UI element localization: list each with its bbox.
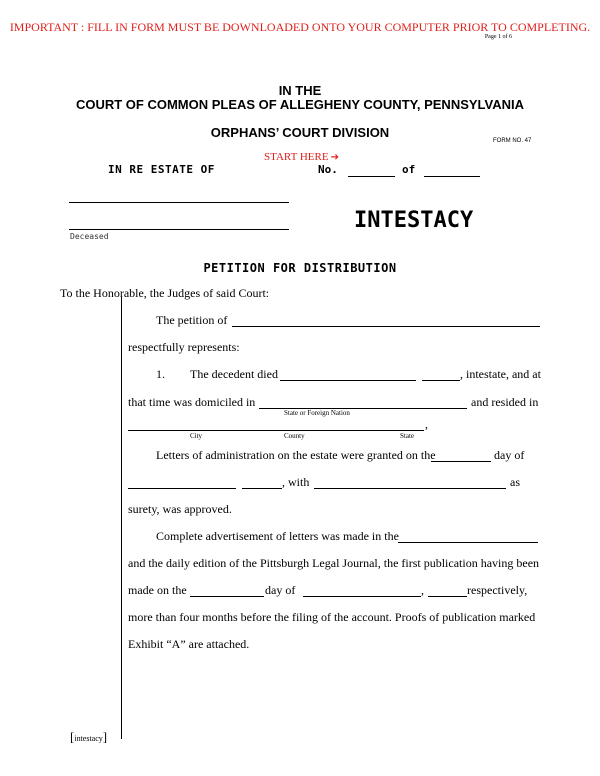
advertisement-label: Complete advertisement of letters was made in the xyxy=(156,529,399,543)
publication-year-field[interactable] xyxy=(428,596,467,597)
state-caption: State xyxy=(400,432,414,440)
court-division: ORPHANS’ COURT DIVISION xyxy=(210,125,390,140)
bracket-left: [ xyxy=(70,729,75,744)
decedent-died-label: The decedent died xyxy=(190,367,278,381)
form-tag-label: intestacy xyxy=(74,734,103,743)
court-header-line1: IN THE xyxy=(278,83,322,98)
case-number-row xyxy=(318,163,338,176)
page-number: Page 1 of 6 xyxy=(484,34,512,40)
right-arrow-icon: ➔ xyxy=(330,152,339,163)
respectively-label: respectively, xyxy=(467,583,528,597)
case-year-field[interactable] xyxy=(424,176,480,177)
newspaper-field[interactable] xyxy=(398,542,538,543)
of-label: of xyxy=(402,163,416,176)
county-caption: County xyxy=(284,432,305,440)
with-label: , with xyxy=(282,475,310,489)
salutation: To the Honorable, the Judges of said Court: xyxy=(60,286,270,300)
publication-day-field[interactable] xyxy=(190,596,264,597)
date-of-death-field[interactable] xyxy=(280,380,416,381)
residence-comma: , xyxy=(425,417,428,431)
form-number: FORM NO. 47 xyxy=(493,138,532,144)
form-title: INTESTACY xyxy=(354,208,474,233)
made-on-label: made on the xyxy=(128,583,187,597)
state-or-nation-caption: State or Foreign Nation xyxy=(284,409,350,417)
start-here-marker xyxy=(264,151,339,163)
as-label: as xyxy=(510,475,520,489)
petitioner-name-field[interactable] xyxy=(232,326,540,327)
court-header-line2: COURT OF COMMON PLEAS OF ALLEGHENY COUNTY, PENNSYLVANIA xyxy=(75,97,525,112)
respectfully-represents: respectfully represents: xyxy=(128,340,240,354)
resided-in-label: and resided in xyxy=(471,395,539,409)
case-number-field[interactable] xyxy=(348,176,395,177)
letters-month-field[interactable] xyxy=(128,488,236,489)
surety-approved: surety, was approved. xyxy=(128,502,232,516)
daily-edition-text: and the daily edition of the Pittsburgh Legal Journal, the first publication having been xyxy=(128,556,540,570)
petition-title: PETITION FOR DISTRIBUTION xyxy=(203,261,397,275)
domiciled-label: that time was domiciled in xyxy=(128,395,256,409)
day-of-label-2: day of xyxy=(265,583,296,597)
exhibit-text: Exhibit “A” are attached. xyxy=(128,637,250,651)
no-label: No. xyxy=(318,163,338,176)
start-here-label: START HERE xyxy=(264,151,329,163)
residence-field[interactable] xyxy=(128,430,424,431)
letters-day-field[interactable] xyxy=(431,461,491,462)
deceased-label: Deceased xyxy=(70,232,109,241)
more-than-text: more than four months before the filing of the account. Proofs of publication marked xyxy=(128,610,536,624)
margin-rule xyxy=(121,297,122,739)
form-tag xyxy=(70,729,107,745)
letters-year-field[interactable] xyxy=(242,488,282,489)
day-of-label: day of xyxy=(494,448,525,462)
publication-comma: , xyxy=(421,583,424,597)
publication-month-field[interactable] xyxy=(303,596,421,597)
surety-field[interactable] xyxy=(314,488,506,489)
bracket-right: ] xyxy=(102,729,108,744)
petition-of-label: The petition of xyxy=(156,313,228,327)
in-re-estate-label: IN RE ESTATE OF xyxy=(108,163,215,176)
deceased-name-field[interactable] xyxy=(69,229,289,230)
estate-name-field[interactable] xyxy=(69,202,289,203)
year-of-death-field[interactable] xyxy=(422,380,460,381)
letters-granted-label: Letters of administration on the estate were granted on the xyxy=(156,448,436,462)
intestate-label: , intestate, and at xyxy=(460,367,541,381)
city-caption: City xyxy=(190,432,203,440)
item-number: 1. xyxy=(156,367,165,381)
download-notice: IMPORTANT : FILL IN FORM MUST BE DOWNLOADED ONTO YOUR COMPUTER PRIOR TO COMPLETING. xyxy=(9,20,591,34)
